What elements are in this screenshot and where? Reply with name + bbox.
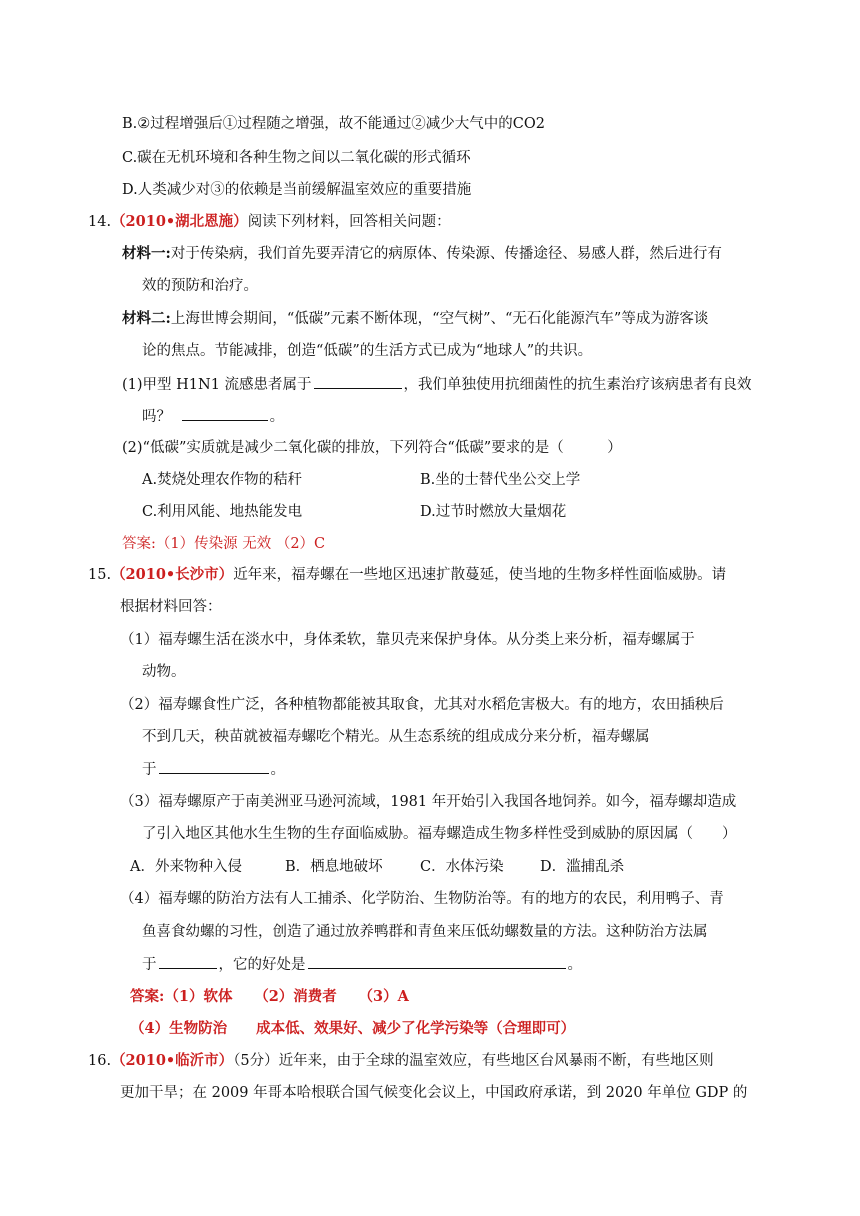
q15-part-2: （2）福寿螺食性广泛，各种植物都能被其取食，尤其对水稻危害极大。有的地方，农田插秧后 [120,697,724,713]
q15-blank-1[interactable] [159,759,269,774]
q15-answer-2: （4）生物防治 成本低、效果好、减少了化学污染等（合理即可） [130,1020,576,1037]
q15-option-b: B．栖息地破坏 [285,859,383,875]
q14-option-b: B.坐的士替代坐公交上学 [420,472,581,488]
q14-material-1 [122,244,722,264]
q15-part-4-text-a: 于 [142,957,157,973]
q14-material-2-label: 材料二: [122,310,171,327]
q14-number: 14. [88,214,112,230]
q15-part-2-cont: 不到几天，秧苗就被福寿螺吃个精光。从生态系统的组成成分来分析，福寿螺属 [142,729,650,745]
q16-header [88,1051,714,1071]
q15-answer-1: 答案:（1）软体 （2）消费者 （3）A [130,988,409,1005]
q15-part-4-text-b: ，它的好处是 [218,957,306,973]
q16-intro-cont: 更加干旱；在 2009 年哥本哈根联合国气候变化会议上，中国政府承诺，到 2020 年单位 GDP 的 [120,1085,748,1101]
q14-option-d: D.过节时燃放大量烟花 [420,504,567,520]
q15-source: （2010•长沙市） [111,566,234,583]
q14-sub-1-text-c: 吗？ [142,409,171,425]
q14-sub-1-text-d: 。 [269,409,285,425]
q15-part-1-cont: 动物。 [142,664,186,680]
q15-part-3: （3）福寿螺原产于南美洲亚马逊河流域，1981 年开始引入我国各地饲养。如今，福寿螺却造成 [120,794,737,810]
q15-part-4-cont2 [142,954,582,974]
q15-header [88,565,726,585]
q14-source: （2010•湖北恩施） [111,213,248,230]
q14-blank-2[interactable] [182,406,268,421]
q15-blank-2[interactable] [159,954,217,969]
q14-answer: 答案:（1）传染源 无效 （2）C [122,536,326,552]
q14-material-2 [122,309,708,329]
q13-option-d: D.人类减少对③的依赖是当前缓解温室效应的重要措施 [122,182,472,198]
q15-part-1: （1）福寿螺生活在淡水中，身体柔软，靠贝壳来保护身体。从分类上来分析，福寿螺属于 [120,632,695,648]
q15-intro: 近年来，福寿螺在一些地区迅速扩散蔓延，使当地的生物多样性面临威胁。请 [233,567,727,583]
q14-material-2-text: 上海世博会期间，“低碳”元素不断体现，“空气树”、“无石化能源汽车”等成为游客谈 [170,311,709,327]
q14-sub-1-text-a: (1)甲型 H1N1 流感患者属于 [122,377,312,393]
q15-number: 15. [88,567,112,583]
q14-option-c: C.利用风能、地热能发电 [142,504,303,520]
q14-material-1-label: 材料一: [122,245,171,262]
q15-intro-cont: 根据材料回答： [120,599,222,615]
q15-part-4-cont: 鱼喜食幼螺的习性，创造了通过放养鸭群和青鱼来压低幼螺数量的方法。这种防治方法属 [142,924,708,940]
q13-option-c: C.碳在无机环境和各种生物之间以二氧化碳的形式循环 [122,150,471,166]
q14-sub-2: (2)“低碳”实质就是减少二氧化碳的排放，下列符合“低碳”要求的是（ ） [122,440,622,456]
q15-part-4-text-c: 。 [567,957,582,973]
q15-part-2-text-b: 。 [270,762,285,778]
q14-header [88,212,451,232]
q15-part-2-cont2 [142,759,285,779]
q14-sub-1-text-b: ，我们单独使用抗细菌性的抗生素治疗该病患者有良效 [403,377,752,393]
q15-option-c: C．水体污染 [420,859,504,875]
q14-sub-1-cont [142,406,284,426]
q15-blank-3[interactable] [308,954,566,969]
q16-source: （2010•临沂市） [111,1052,234,1069]
q15-option-d: D．滥捕乱杀 [540,859,625,875]
q16-number: 16. [88,1053,112,1069]
q14-sub-1 [122,374,752,394]
q14-option-a: A.焚烧处理农作物的秸秆 [142,472,303,488]
q15-part-3-cont: 了引入地区其他水生生物的生存面临威胁。福寿螺造成生物多样性受到威胁的原因属（ ） [142,826,737,842]
q15-part-2-text-a: 于 [142,762,157,778]
q15-option-a: A．外来物种入侵 [130,859,242,875]
q15-part-4: （4）福寿螺的防治方法有人工捕杀、化学防治、生物防治等。有的地方的农民，利用鸭子、青 [120,891,724,907]
q16-intro: （5分）近年来，由于全球的温室效应，有些地区台风暴雨不断，有些地区则 [233,1053,714,1069]
q14-material-1-cont: 效的预防和治疗。 [142,278,258,294]
q13-option-b: B.②过程增强后①过程随之增强，故不能通过②减少大气中的CO2 [122,116,545,132]
q14-blank-1[interactable] [314,374,402,389]
q14-intro: 阅读下列材料，回答相关问题： [247,214,451,230]
q14-material-1-text: 对于传染病，我们首先要弄清它的病原体、传染源、传播途径、易感人群，然后进行有 [170,246,722,262]
q14-material-2-cont: 论的焦点。节能减排，创造“低碳”的生活方式已成为“地球人”的共识。 [142,343,593,359]
